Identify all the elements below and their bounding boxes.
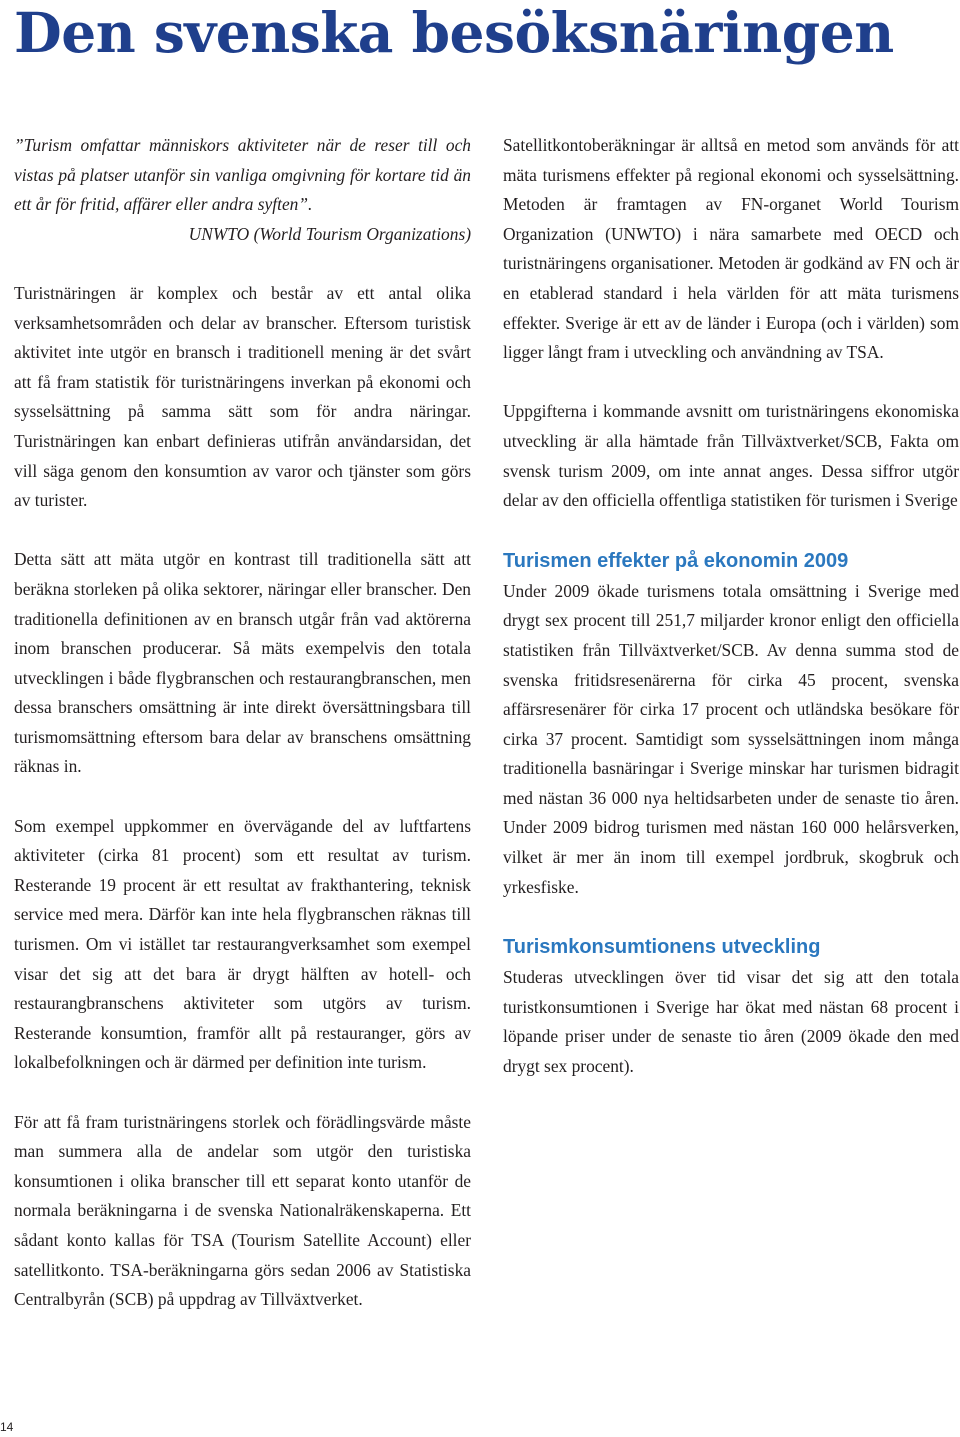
body-paragraph: Uppgifterna i kommande avsnitt om turistnäringens ekonomiska utveckling är alla hämtade från Tillväxtverket/SCB, Fakta om svensk turism 2009, om inte annat anges. Dessa siffror utgör delar av den officiella offentliga statistiken för turismen i Sverige <box>503 401 959 511</box>
body-paragraph: För att få fram turistnäringens storlek och förädlingsvärde måste man summera alla de andelar som utgör den turistiska konsumtionen i olika branscher till ett separat konto utanför de normala beräkningarna i de svenska Nationalräkenskaperna. Ett sådant konto kallas för TSA (Tourism Satellite Account) eller satellitkonto. TSA-beräkningarna görs sedan 2006 av Statistiska Centralbyrån (SCB) på uppdrag av Tillväxtverket. <box>14 1111 471 1310</box>
body-paragraph: Turistnäringen är komplex och består av ett antal olika verksamhetsområden och delar av branscher. Eftersom turistisk aktivitet inte utgör en bransch i traditionell mening är det svårt att få fram statistik för turistnäringens inverkan på ekonomi och sysselsättning på samma sätt som för andra näringar. Turistnäringen kan enbart definieras utifrån användarsidan, det vill säga genom den konsumtion av varor och tjänster som görs av turister. <box>14 282 471 511</box>
left-column <box>14 131 471 1315</box>
quote-attribution: UNWTO (World Tourism Organizations) <box>188 223 471 244</box>
section-heading-economy: Turismen effekter på ekonomin 2009 <box>503 549 849 572</box>
section-text-economy: Under 2009 ökade turismens totala omsättning i Sverige med drygt sex procent till 251,7 miljarder kronor enligt den officiella statistiken från Tillväxtverket/SCB. Av denna summa stod de svenska fritidsresenärerna för cirka 45 procent, svenska affärsresenärer för cirka 17 procent och utländska besökare för cirka 37 procent. Samtidigt som sysselsättningen inom många traditionella basnäringar i Sverige minskar har turismen bidragit med nästan 36 000 nya heltidsarbeten under de senaste tio åren. Under 2009 bidrog turismen med nästan 160 000 helårsverken, vilket är mer än inom till exempel jordbruk, skogbruk och yrkesfiske. <box>503 580 959 897</box>
quote-text: ”Turism omfattar människors aktiviteter när de reser till och vistas på platser utanför sin vanliga omgivning för kortare tid än ett år för fritid, affärer eller andra syften”. <box>14 135 471 215</box>
page-number: 14 <box>0 1420 14 1434</box>
quote-block <box>14 131 471 249</box>
page-title: Den svenska besöksnäringen <box>14 0 894 65</box>
right-column <box>503 131 959 1082</box>
body-paragraph: Satellitkontoberäkningar är alltså en metod som används för att mäta turismens effekter på regional ekonomi och sysselsättning. Metoden är framtagen av FN-organet World Tourism Organization (UNWTO) i nära samarbete med OECD och turistnäringens organisationer. Metoden är godkänd av FN och är en etablerad standard i hela världen för att mäta turismens effekter. Sverige är ett av de länder i Europa (och i världen) som ligger långt fram i utveckling och användning av TSA. <box>503 135 959 363</box>
section-heading-consumption: Turismkonsumtionens utveckling <box>503 936 821 959</box>
body-paragraph: Detta sätt att mäta utgör en kontrast till traditionella sätt att beräkna storleken på olika sektorer, näringar eller branscher. Den traditionella definitionen av en bransch utgår från vad aktörerna inom branschen producerar. Så mäts exempelvis den totala utvecklingen i både flygbranschen och restaurangbranschen, men dessa branschers omsättning är inte direkt översättningsbara till turismomsättning eftersom bara delar av branschens omsättning räknas in. <box>14 549 471 777</box>
section-text-consumption: Studeras utvecklingen över tid visar det sig att den totala turistkonsumtionen i Sverige har ökat med nästan 68 procent i löpande priser under de senaste tio åren (2009 ökade den med drygt sex procent). <box>503 967 959 1077</box>
body-paragraph: Som exempel uppkommer en övervägande del av luftfartens aktiviteter (cirka 81 procent) som ett resultat av turism. Resterande 19 procent är ett resultat av frakthantering, teknisk service med mera. Därför kan inte hela flygbranschen räknas till turismen. Om vi istället tar restaurangverksamhet som exempel visar det sig att det bara är drygt hälften av hotell- och restaurangbranschens aktiviteter som utgörs av turism. Resterande konsumtion, framför allt på restauranger, görs av lokalbefolkningen och är därmed per definition inte turism. <box>14 815 471 1073</box>
